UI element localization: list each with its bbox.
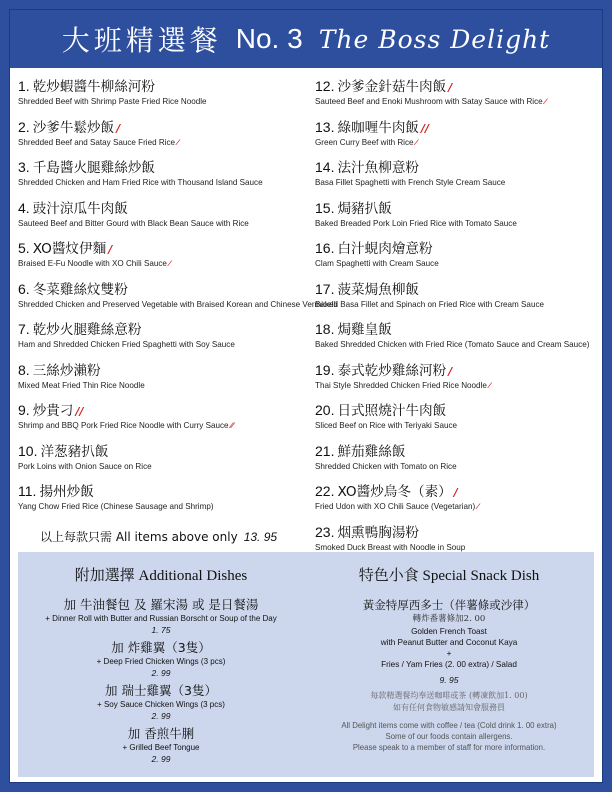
price-line-label: 以上每款只需 All items above only <box>40 530 238 544</box>
menu-item-number: 4. <box>18 199 30 216</box>
menu-item-en-text: Clam Spaghetti with Cream Sauce <box>315 259 439 268</box>
snack-line: Golden French Toast <box>411 627 487 636</box>
special-snack <box>304 552 594 753</box>
menu-item-en-text: Pork Loins with Onion Sauce on Rice <box>18 461 152 471</box>
menu-item-name-cn <box>315 119 612 137</box>
menu-item-name-cn <box>18 402 318 420</box>
menu-item-cn-text: 烟熏鴨胸湯粉 <box>337 524 420 541</box>
chili-icon: ∕∕ <box>75 405 84 418</box>
menu-item-name-en <box>18 501 318 512</box>
menu-item <box>18 200 318 241</box>
menu-item-name-en <box>18 339 318 350</box>
menu-item-number: 21. <box>315 442 335 459</box>
menu-item-en-text: Shredded Chicken and Preserved Vegetable with Braised Korean and Chinese Vermicelli <box>18 299 337 309</box>
menu-item-cn-text: 三絲炒瀨粉 <box>32 362 101 379</box>
chili-icon: ∕ <box>488 380 491 390</box>
additional-item-price: 1. 75 <box>151 625 171 635</box>
chili-icon: ∕ <box>448 364 453 378</box>
menu-item-en-text: Fried Udon with XO Chili Sauce (Vegetarian) <box>315 502 476 511</box>
menu-item-name-cn <box>18 321 318 339</box>
menu-item <box>315 78 612 119</box>
menu-item <box>315 281 612 322</box>
menu-item-cn-text: 焗豬扒飯 <box>337 200 392 217</box>
additional-dishes <box>18 552 304 769</box>
snack-line: with Peanut Butter and Coconut Kaya <box>380 638 518 647</box>
chili-icon: ∕ <box>453 486 458 499</box>
menu-item-number: 3. <box>18 159 30 175</box>
menu-item-name-cn <box>315 443 612 461</box>
menu-item-number: 13. <box>315 118 335 135</box>
menu-item-cn-text: 焗雞皇飯 <box>337 322 392 338</box>
menu-column-right <box>315 78 612 564</box>
menu-item-name-cn <box>18 159 318 177</box>
menu-item-name-cn <box>315 362 612 380</box>
price-line <box>40 528 277 545</box>
menu-item-name-en <box>315 420 612 431</box>
chili-icon: ∕ <box>168 259 171 268</box>
menu-item-cn-text: 千島醬火腿雞絲炒飯 <box>32 160 156 176</box>
menu-item-name-cn <box>315 321 612 339</box>
menu-item-name-en <box>315 339 612 350</box>
price-line-price: 13. 95 <box>243 530 278 544</box>
menu-item-name-cn <box>315 159 612 177</box>
menu-item-cn-text: 沙爹牛鬆炒飯 <box>32 119 115 136</box>
menu-item-name-cn <box>315 281 612 299</box>
menu-item-name-en <box>315 380 612 391</box>
menu-item-name-en <box>315 96 612 107</box>
snack-price: 9. 95 <box>439 675 459 685</box>
menu-item-number: 1. <box>18 78 30 94</box>
menu-item-name-en <box>315 299 612 310</box>
chili-icon: ∕∕ <box>421 121 430 135</box>
menu-item-cn-text: 日式照燒汁牛肉飯 <box>337 403 447 419</box>
menu-item-name-en <box>315 258 612 269</box>
menu-item-name-cn <box>18 200 318 218</box>
chili-icon: ∕ <box>544 97 546 106</box>
menu-item-name-cn <box>18 483 318 501</box>
menu-item-cn-text: 白汁蜆肉燴意粉 <box>337 241 433 257</box>
chili-icon: ∕ <box>177 137 179 147</box>
menu-item <box>18 78 318 119</box>
menu-item-number: 23. <box>315 523 335 540</box>
menu-item-cn-text: 乾炒火腿雞絲意粉 <box>32 322 142 338</box>
menu-item-name-en <box>18 218 318 229</box>
menu-item-cn-text: 揚州炒飯 <box>39 484 94 500</box>
menu-item-cn-text: 鮮茄雞絲飯 <box>337 443 406 460</box>
menu-item <box>315 240 612 281</box>
menu-item-cn-text: XO醬炆伊麵 <box>32 241 107 257</box>
menu-item-en-text: Baked Basa Fillet and Spinach on Fried Rice with Cream Sauce <box>315 299 544 309</box>
menu-item <box>315 119 612 160</box>
menu-item-name-cn <box>315 483 612 501</box>
menu-item-name-en <box>315 137 612 148</box>
menu-item-number: 14. <box>315 159 335 175</box>
snack-line: + <box>446 649 452 658</box>
menu-item <box>315 483 612 524</box>
additional-item-cn: 加 牛油餐包 及 羅宋湯 或 是日餐湯 <box>63 597 259 612</box>
additional-title: 附加選擇 Additional Dishes <box>74 568 248 584</box>
menu-item-name-cn <box>315 240 612 258</box>
menu-item <box>18 159 318 200</box>
menu-item-name-cn <box>315 402 612 420</box>
menu-item-cn-text: 冬菜雞絲炆雙粉 <box>32 281 128 298</box>
chili-icon: ∕ <box>116 121 121 135</box>
additional-item-price: 2. 99 <box>151 754 171 764</box>
menu-item-en-text: Yang Chow Fried Rice (Chinese Sausage and Shrimp) <box>18 502 214 511</box>
footer-note: Please speak to a member of staff for more information. <box>352 743 546 752</box>
footer-note: All Delight items come with coffee / tea (Cold drink 1. 00 extra) <box>341 721 557 730</box>
menu-item-en-text: Shredded Chicken and Ham Fried Rice with Thousand Island Sauce <box>18 178 263 187</box>
menu-item-name-en <box>315 218 612 229</box>
menu-item-cn-text: 泰式乾炒雞絲河粉 <box>337 362 447 379</box>
drink-note-cn: 每款精選餐均奉送咖啡或茶 (轉凍飲加1. 00) <box>370 691 528 700</box>
menu-item-cn-text: 綠咖喱牛肉飯 <box>337 119 420 136</box>
menu-item-name-en <box>18 177 318 188</box>
menu-item <box>315 159 612 200</box>
additional-item-en: + Dinner Roll with Butter and Russian Borscht or Soup of the Day <box>45 614 277 623</box>
menu-item-name-cn <box>18 281 318 299</box>
additional-item-price: 2. 99 <box>151 668 171 678</box>
menu-item-en-text: Sliced Beef on Rice with Teriyaki Sauce <box>315 421 458 430</box>
menu-item-number: 19. <box>315 361 335 378</box>
menu-item-en-text: Sauteed Beef and Bitter Gourd with Black Bean Sauce with Rice <box>18 218 249 228</box>
menu-item-number: 10. <box>18 442 38 459</box>
additional-list <box>18 597 304 766</box>
menu-item-en-text: Braised E-Fu Noodle with XO Chili Sauce <box>18 259 167 268</box>
menu-item-cn-text: 沙爹金針菇牛肉飯 <box>337 79 447 95</box>
menu-item-name-en <box>315 461 612 472</box>
menu-item-name-cn <box>315 200 612 218</box>
menu-item-cn-text: 豉汁涼瓜牛肉飯 <box>32 200 128 217</box>
menu-item-en-text: Sauteed Beef and Enoki Mushroom with Satay Sauce with Rice <box>315 97 543 106</box>
menu-item-name-en <box>18 299 337 310</box>
additional-item-cn: 加 炸雞翼（3隻） <box>111 640 211 655</box>
menu-item-number: 6. <box>18 280 30 297</box>
menu-item-name-en <box>315 542 612 553</box>
menu-item-number: 20. <box>315 402 335 418</box>
menu-item-name-cn <box>18 78 318 96</box>
extras-panel <box>18 552 594 777</box>
title-english: The Boss Delight <box>318 24 551 54</box>
chili-icon: ∕ <box>415 137 417 147</box>
menu-item-number: 5. <box>18 240 30 256</box>
menu-item-en-text: Baked Breaded Pork Loin Fried Rice with Tomato Sauce <box>315 218 517 228</box>
menu-item-cn-text: 乾炒蝦醬牛柳絲河粉 <box>32 79 156 95</box>
snack-title: 特色小食 Special Snack Dish <box>358 568 540 584</box>
menu-item-number: 12. <box>315 78 335 94</box>
menu-item-name-cn <box>18 362 318 380</box>
menu-item-number: 18. <box>315 321 335 337</box>
additional-item-en: + Deep Fried Chicken Wings (3 pcs) <box>96 657 226 666</box>
menu-item-name-en <box>18 380 318 391</box>
menu-item-number: 11. <box>18 483 37 499</box>
menu-item-name-en <box>18 258 318 269</box>
menu-item-cn-text: XO醬炒烏冬（素） <box>337 484 452 500</box>
menu-item-en-text: Shredded Chicken with Tomato on Rice <box>315 461 457 471</box>
menu-item-cn-text: 菠菜焗魚柳飯 <box>337 281 420 298</box>
menu-item <box>315 362 612 403</box>
menu-item <box>18 321 318 362</box>
chili-icon: ∕ <box>108 243 113 256</box>
menu-item-cn-text: 炒貴刁 <box>32 403 74 419</box>
allergy-note-cn: 如有任何食物敏感請知會服務員 <box>393 703 505 712</box>
menu-item-name-cn <box>315 78 612 96</box>
menu-item-number: 17. <box>315 280 335 297</box>
additional-item-cn: 加 瑞士雞翼（3隻） <box>105 683 217 698</box>
menu-item-number: 15. <box>315 199 335 216</box>
footer-note: Some of our foods contain allergens. <box>385 732 513 741</box>
menu-item-en-text: Shrimp and BBQ Pork Fried Rice Noodle with Curry Sauce <box>18 421 229 430</box>
menu-item <box>18 240 318 281</box>
menu-item-name-en <box>18 420 318 431</box>
chili-icon: ∕ <box>477 502 479 511</box>
menu-item-number: 9. <box>18 402 30 418</box>
menu-item-name-cn <box>18 119 318 137</box>
menu-item <box>18 443 318 484</box>
menu-item-en-text: Mixed Meat Fried Thin Rice Noodle <box>18 380 145 390</box>
menu-item <box>315 402 612 443</box>
menu-item-name-cn <box>315 524 612 542</box>
snack-name-cn: 黃金特厚西多士（伴薯條或沙律） <box>362 598 536 612</box>
menu-item-name-cn <box>18 443 318 461</box>
menu-item <box>315 321 612 362</box>
additional-item-en: + Soy Sauce Chicken Wings (3 pcs) <box>97 700 225 709</box>
menu-item <box>315 443 612 484</box>
title-number: No. 3 <box>235 23 303 54</box>
chili-icon: ∕ <box>448 81 453 94</box>
menu-item-name-en <box>18 137 318 148</box>
additional-item-cn: 加 香煎牛脷 <box>127 726 195 741</box>
additional-item-price: 2. 99 <box>151 711 171 721</box>
menu-item-number: 7. <box>18 321 30 337</box>
menu-item-name-cn <box>18 240 318 258</box>
menu-item-en-text: Shredded Beef with Shrimp Paste Fried Rice Noodle <box>18 97 207 106</box>
menu-item <box>18 362 318 403</box>
menu-item-cn-text: 法汁魚柳意粉 <box>337 160 420 176</box>
menu-item-number: 8. <box>18 361 30 378</box>
menu-item-name-en <box>18 461 318 472</box>
menu-item <box>18 483 318 524</box>
menu-item-en-text: Thai Style Shredded Chicken Fried Rice Noodle <box>315 380 487 390</box>
menu-item <box>18 119 318 160</box>
snack-note-cn: 轉炸番薯條加2. 00 <box>412 614 486 624</box>
menu-header <box>10 10 602 68</box>
chili-icon: ∕∕ <box>230 421 234 430</box>
menu-item-name-en <box>18 96 318 107</box>
menu-item-en-text: Baked Shredded Chicken with Fried Rice (Tomato Sauce and Cream Sauce) <box>315 340 590 349</box>
title-chinese: 大班精選餐 <box>61 24 222 57</box>
menu-item-name-en <box>315 501 612 512</box>
menu-item <box>18 402 318 443</box>
menu-item <box>315 200 612 241</box>
menu-item-number: 16. <box>315 240 335 256</box>
menu-item-number: 2. <box>18 118 30 135</box>
menu-item-en-text: Green Curry Beef with Rice <box>315 137 414 147</box>
snack-line: Fries / Yam Fries (2. 00 extra) / Salad <box>381 660 517 669</box>
menu-item-en-text: Basa Fillet Spaghetti with French Style Cream Sauce <box>315 178 506 187</box>
additional-item-en: + Grilled Beef Tongue <box>122 743 200 752</box>
menu-item-en-text: Ham and Shredded Chicken Fried Spaghetti with Soy Sauce <box>18 340 235 349</box>
menu-item-en-text: Shredded Beef and Satay Sauce Fried Rice <box>18 137 176 147</box>
menu-item-number: 22. <box>315 483 335 499</box>
menu-item-name-en <box>315 177 612 188</box>
menu-item-en-text: Smoked Duck Breast with Noodle in Soup <box>315 542 466 552</box>
menu-item-cn-text: 洋葱豬扒飯 <box>40 443 109 460</box>
